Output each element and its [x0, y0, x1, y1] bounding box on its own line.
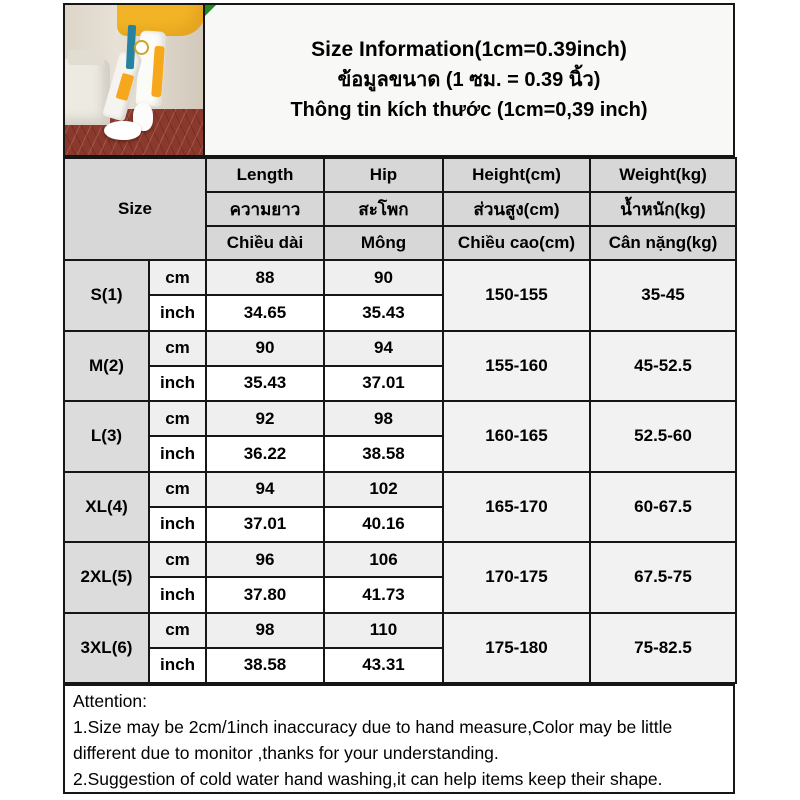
size-label: M(2) [64, 331, 149, 402]
unit-inch-label: inch [149, 436, 206, 471]
col-height-th: ส่วนสูง(cm) [443, 192, 590, 226]
hip-cm-value: 106 [324, 542, 443, 577]
hip-inch-value: 38.58 [324, 436, 443, 471]
height-range-value: 155-160 [443, 331, 590, 402]
hip-inch-value: 35.43 [324, 295, 443, 330]
hip-cm-value: 102 [324, 472, 443, 507]
green-corner-icon [205, 5, 216, 16]
length-inch-value: 34.65 [206, 295, 324, 330]
length-inch-value: 36.22 [206, 436, 324, 471]
col-length-en: Length [206, 158, 324, 192]
unit-inch-label: inch [149, 295, 206, 330]
col-weight-vi: Cân nặng(kg) [590, 226, 736, 260]
length-cm-value: 92 [206, 401, 324, 436]
unit-inch-label: inch [149, 366, 206, 401]
unit-cm-label: cm [149, 331, 206, 366]
weight-range-value: 45-52.5 [590, 331, 736, 402]
length-inch-value: 38.58 [206, 648, 324, 683]
header-row-english [64, 158, 736, 192]
title-thai: ข้อมูลขนาด (1 ซม. = 0.39 นิ้ว) [337, 69, 601, 92]
weight-range-value: 60-67.5 [590, 472, 736, 543]
size-label: L(3) [64, 401, 149, 472]
length-cm-value: 88 [206, 260, 324, 295]
size-label: XL(4) [64, 472, 149, 543]
col-hip-th: สะโพก [324, 192, 443, 226]
col-hip-vi: Mông [324, 226, 443, 260]
weight-range-value: 75-82.5 [590, 613, 736, 684]
hip-inch-value: 41.73 [324, 577, 443, 612]
height-range-value: 150-155 [443, 260, 590, 331]
height-range-value: 165-170 [443, 472, 590, 543]
unit-cm-label: cm [149, 401, 206, 436]
length-cm-value: 90 [206, 331, 324, 366]
unit-inch-label: inch [149, 577, 206, 612]
weight-range-value: 35-45 [590, 260, 736, 331]
hip-inch-value: 40.16 [324, 507, 443, 542]
height-range-value: 160-165 [443, 401, 590, 472]
col-length-th: ความยาว [206, 192, 324, 226]
length-cm-value: 98 [206, 613, 324, 648]
photo-sofa-seat [68, 50, 104, 65]
col-length-vi: Chiều dài [206, 226, 324, 260]
hip-cm-value: 98 [324, 401, 443, 436]
size-label: 3XL(6) [64, 613, 149, 684]
table-row [64, 260, 736, 295]
attention-line-2: 2.Suggestion of cold water hand washing,it can help items keep their shape. [73, 769, 663, 789]
hip-cm-value: 110 [324, 613, 443, 648]
length-inch-value: 37.80 [206, 577, 324, 612]
unit-inch-label: inch [149, 507, 206, 542]
table-row [64, 472, 736, 507]
model-shoe-front [104, 121, 141, 141]
length-cm-value: 94 [206, 472, 324, 507]
unit-cm-label: cm [149, 542, 206, 577]
unit-inch-label: inch [149, 648, 206, 683]
length-inch-value: 37.01 [206, 507, 324, 542]
hip-inch-value: 43.31 [324, 648, 443, 683]
table-row [64, 613, 736, 648]
size-table [63, 157, 737, 684]
table-row [64, 542, 736, 577]
pants-badge [134, 40, 149, 55]
col-hip-en: Hip [324, 158, 443, 192]
size-label: S(1) [64, 260, 149, 331]
attention-note [63, 684, 735, 794]
unit-cm-label: cm [149, 260, 206, 295]
size-info-title-box [203, 3, 735, 157]
length-cm-value: 96 [206, 542, 324, 577]
attention-line-1: 1.Size may be 2cm/1inch inaccuracy due to hand measure,Color may be little different due to monitor ,thanks for your understanding. [73, 717, 673, 763]
title-vietnamese: Thông tin kích thước (1cm=0,39 inch) [290, 99, 648, 122]
hip-cm-value: 94 [324, 331, 443, 366]
product-photo [63, 3, 205, 157]
col-height-vi: Chiều cao(cm) [443, 226, 590, 260]
hip-inch-value: 37.01 [324, 366, 443, 401]
table-row [64, 331, 736, 366]
unit-cm-label: cm [149, 613, 206, 648]
col-weight-en: Weight(kg) [590, 158, 736, 192]
attention-heading: Attention: [73, 691, 147, 711]
size-label: 2XL(5) [64, 542, 149, 613]
length-inch-value: 35.43 [206, 366, 324, 401]
col-height-en: Height(cm) [443, 158, 590, 192]
hip-cm-value: 90 [324, 260, 443, 295]
col-weight-th: น้ำหนัก(kg) [590, 192, 736, 226]
unit-cm-label: cm [149, 472, 206, 507]
size-header: Size [64, 158, 206, 260]
table-row [64, 401, 736, 436]
height-range-value: 175-180 [443, 613, 590, 684]
weight-range-value: 52.5-60 [590, 401, 736, 472]
height-range-value: 170-175 [443, 542, 590, 613]
title-english: Size Information(1cm=0.39inch) [311, 37, 627, 61]
weight-range-value: 67.5-75 [590, 542, 736, 613]
